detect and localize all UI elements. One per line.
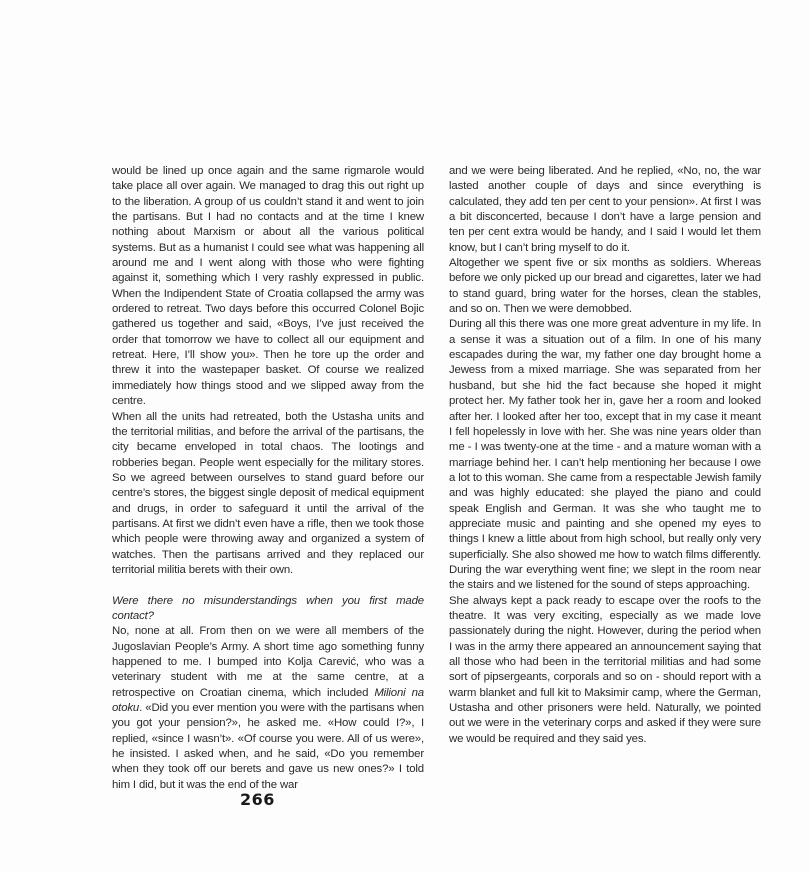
paragraph: Altogether we spent five or six months as soldiers. Whereas before we only picked up our bread and cigarettes, later we had to stand guard, bring water for the horses, clean the stables, and so on. Then we were demobbed. xyxy=(449,257,761,316)
film-title: Milioni na otoku xyxy=(112,686,424,715)
paragraph-text: No, none at all. From then on we were all members of the Jugoslavian People’s Army. A short time ago something funny happened to me. I bumped into Kolja Carević, who was a veterinary student with me at the same centre, at a retrospective on Croatian cinema, which included xyxy=(112,625,424,699)
paragraph: and we were being liberated. And he replied, «No, no, the war lasted another couple of days and since everything is calculated, they add ten per cent to your pension». At first I was a bit disconcerted, because I don’t have a large pension and ten per cent extra would be handy, and I said I would let them know, but I can’t bring myself to do it. xyxy=(449,165,761,254)
paragraph-text: . «Did you ever mention you were with the partisans when you got your pension?», he asked me. «How could I?», I replied, «since I wasn’t». «Of course you were. All of us were», he insisted. I asked when, and he said, «Do you remember when they took off our berets and gave us new ones?» I told him I did, but it was the end of the war xyxy=(112,702,424,791)
paragraph: During all this there was one more great adventure in my life. In a sense it was a situation out of a film. In one of his many escapades during the war, my father one day brought home a Jewess from a mixed marriage. She was separated from her husband, but she hid the fact because she hoped it might protect her. My father took her in, gave her a room and looked after her. I looked after her too, except that in my case it meant I fell hopelessly in love with her. She was nine years older than me - I was twenty-one at the time - and a mature woman with a marriage behind her. I can’t help mentioning her because I owe a lot to this woman. She came from a respectable Jewish family and was highly educated: she played the piano and could speak English and German. It was she who taught me to appreciate music and painting and she opened my eyes to things I knew a little about from high school, but really only very superficially. She also showed me how to watch films differently. During the war everything went fine; we slept in the room near the stairs and we listened for the sound of steps approaching. xyxy=(449,318,761,592)
paragraph: would be lined up once again and the same rigmarole would take place all over again. We managed to drag this out right up to the liberation. A group of us couldn’t stand it and went to join the partisans. But I had no contacts and at the time I knew nothing about Marxism or about all the various political systems. But as a humanist I could see what was happening all around me and I went along with those who were fighting against it, something which I very rashly expressed in public. When the Indipendent State of Croatia collapsed the army was ordered to retreat. Two days before this occurred Colonel Bojic gathered us together and said, «Boys, I’ve just received the order that tomorrow we have to collect all our equipment and retreat. Here, I’ll show you». Then he tore up the order and threw it into the wastepaper basket. Of course we realized immediately how things stood and we slipped away from the centre. xyxy=(112,165,424,408)
right-text-column xyxy=(449,164,761,747)
page-number: 266 xyxy=(240,790,275,809)
paragraph xyxy=(112,624,424,793)
paragraph: When all the units had retreated, both the Ustasha units and the territorial militias, and before the arrival of the partisans, the city became enveloped in total chaos. The lootings and robberies began. People went especially for the military stores. So we agreed between ourselves to stand guard before our centre’s stores, the biggest single deposit of medical equipment and drugs, in order to safeguard it until the arrival of the partisans. At first we didn’t even have a rifle, then we took those which people were throwing away and organized a system of watches. Then the partisans arrived and they replaced our territorial militia berets with their own. xyxy=(112,410,424,576)
paragraph-spacer xyxy=(112,578,424,593)
paragraph: She always kept a pack ready to escape over the roofs to the theatre. It was very exciting, especially as we made love passionately during the night. However, during the period when I was in the army there appeared an announcement saying that all those who had been in the territorial militias and had some sort of pipsergeants, corporals and so on - should report with a warm blanket and full kit to Maksimir camp, where the German, Ustasha and other prisoners were held. Naturally, we pointed out we were in the veterinary corps and asked if they were sure we would be required and they said yes. xyxy=(449,594,761,745)
interview-question: Were there no misunderstandings when you first made contact? xyxy=(112,594,424,622)
left-text-column xyxy=(112,164,424,793)
